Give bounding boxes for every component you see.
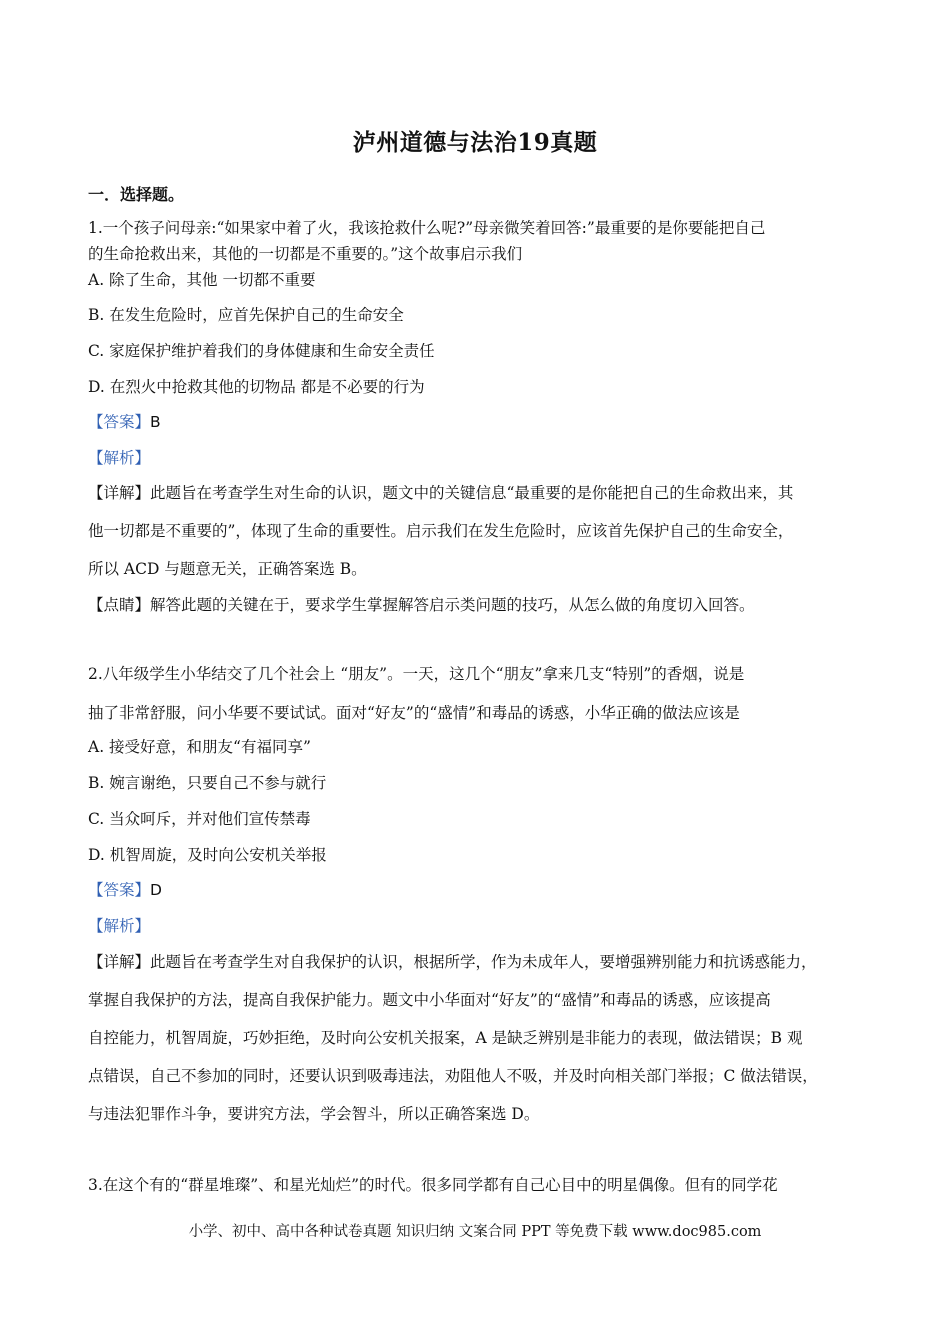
option-d: D. 机智周旋，及时向公安机关举报 — [88, 846, 327, 864]
detail-line: 掌握自我保护的方法，提高自我保护能力。题文中小华面对“好友”的“盛情”和毒品的诱惑，应该提高 — [88, 991, 771, 1009]
question-stem-line: 2.八年级学生小华结交了几个社会上 “朋友”。一天，这几个“朋友”拿来几支“特别”的香烟，说是 — [88, 665, 745, 683]
answer-value: D — [150, 881, 162, 899]
answer-line — [88, 412, 161, 432]
answer-tag: 【答案】 — [88, 413, 151, 431]
option-c: C. 家庭保护维护着我们的身体健康和生命安全责任 — [88, 342, 435, 360]
detail-line: 自控能力，机智周旋，巧妙拒绝，及时向公安机关报案，A 是缺乏辨别是非能力的表现，做法错误；B 观 — [88, 1029, 803, 1047]
question-stem-line: 的生命抢救出来，其他的一切都是不重要的。”这个故事启示我们 — [88, 245, 523, 263]
detail-line: 所以 ACD 与题意无关，正确答案选 B。 — [88, 560, 367, 578]
page-title: 泸州道德与法治19真题 — [352, 129, 598, 156]
option-c: C. 当众呵斥，并对他们宣传禁毒 — [88, 810, 311, 828]
page-footer: 小学、初中、高中各种试卷真题 知识归纳 文案合同 PPT 等免费下载 www.doc985.com — [188, 1224, 762, 1240]
answer-tag: 【答案】 — [88, 881, 151, 899]
section-heading: 一．选择题。 — [88, 185, 185, 204]
option-d: D. 在烈火中抢救其他的切物品 都是不必要的行为 — [88, 378, 425, 396]
question-stem-line: 抽了非常舒服，问小华要不要试试。面对“好友”的“盛情”和毒品的诱惑，小华正确的做法应该是 — [88, 704, 740, 722]
detail-line: 【详解】此题旨在考查学生对自我保护的认识，根据所学，作为未成年人，要增强辨别能力和抗诱惑能力， — [88, 953, 817, 971]
option-b: B. 在发生危险时，应首先保护自己的生命安全 — [88, 306, 404, 324]
tip-line: 【点睛】解答此题的关键在于，要求学生掌握解答启示类问题的技巧，从怎么做的角度切入回答。 — [88, 596, 755, 614]
analysis-tag: 【解析】 — [88, 917, 151, 935]
option-a: A. 除了生命，其他 一切都不重要 — [88, 271, 316, 289]
detail-line: 与违法犯罪作斗争，要讲究方法，学会智斗，所以正确答案选 D。 — [88, 1105, 540, 1123]
detail-line: 他一切都是不重要的”，体现了生命的重要性。启示我们在发生危险时，应该首先保护自己的生命安全， — [88, 522, 794, 540]
option-b: B. 婉言谢绝，只要自己不参与就行 — [88, 774, 327, 792]
analysis-tag: 【解析】 — [88, 449, 151, 467]
question-stem-line: 1.一个孩子问母亲:“如果家中着了火，我该抢救什么呢?”母亲微笑着回答:”最重要的是你要能把自己 — [88, 219, 766, 237]
answer-line — [88, 880, 162, 900]
answer-value: B — [150, 413, 161, 431]
detail-line: 【详解】此题旨在考查学生对生命的认识，题文中的关键信息“最重要的是你能把自己的生命救出来，其 — [88, 484, 794, 502]
question-stem-line: 3.在这个有的“群星堆璨”、和星光灿烂”的时代。很多同学都有自己心目中的明星偶像。但有的同学花 — [88, 1176, 778, 1194]
detail-line: 点错误，自己不参加的同时，还要认识到吸毒违法，劝阻他人不吸，并及时向相关部门举报；C 做法错误， — [88, 1067, 818, 1085]
option-a: A. 接受好意，和朋友“有福同享” — [88, 738, 311, 756]
